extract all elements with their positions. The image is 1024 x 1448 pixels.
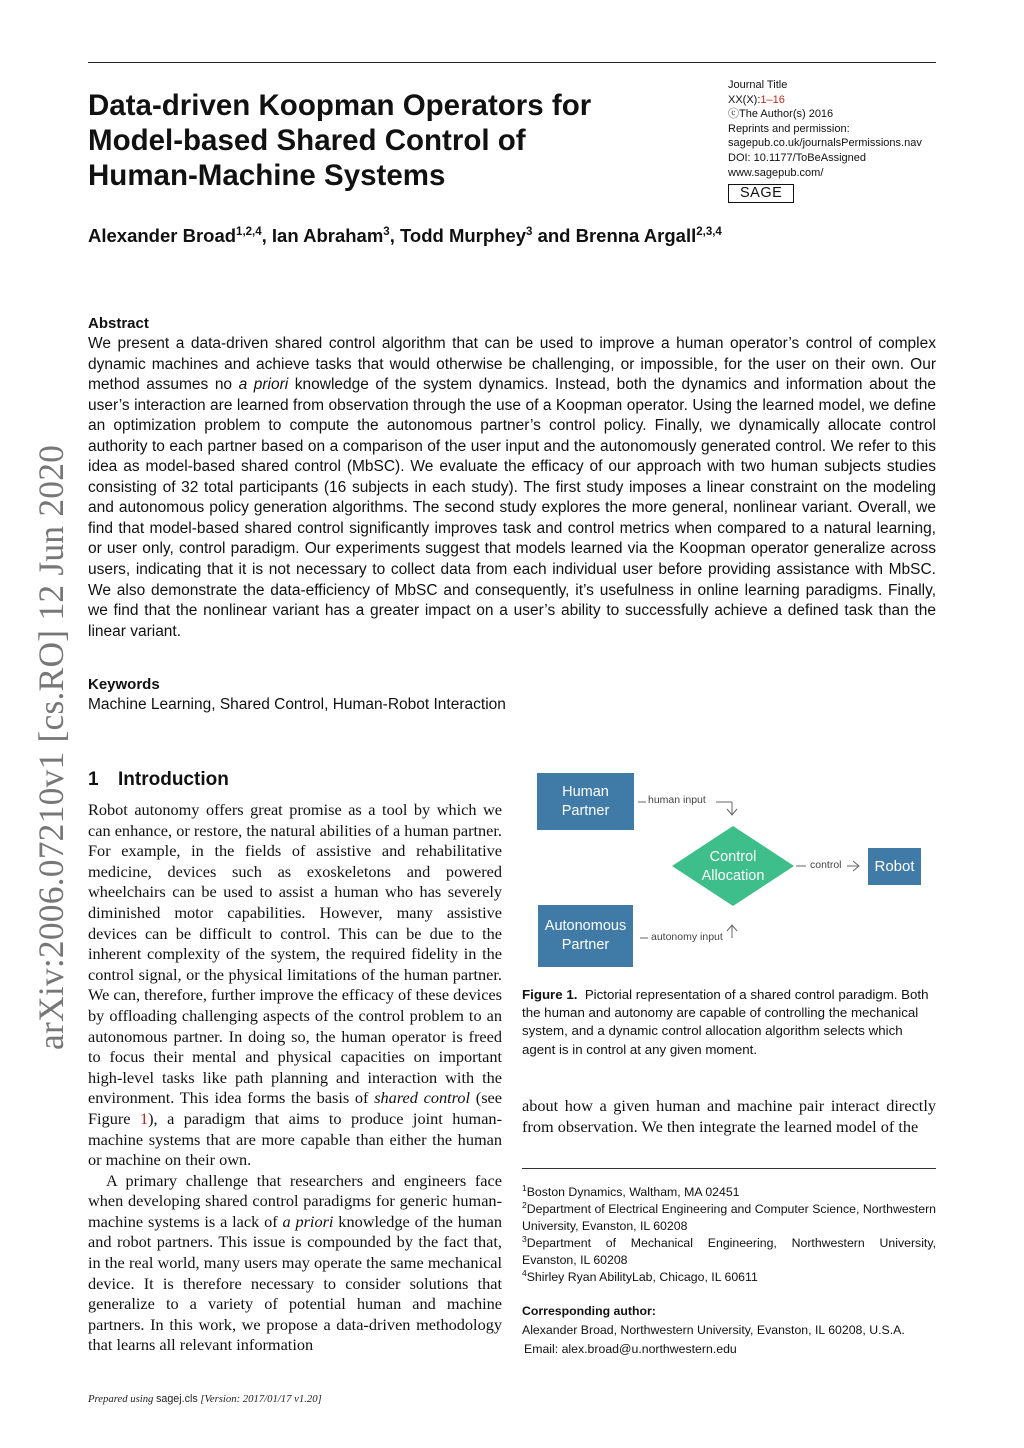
footnote-number: 1: [522, 1183, 527, 1193]
title-line: Data-driven Koopman Operators for: [88, 89, 592, 122]
arxiv-stamp: arXiv:2006.07210v1 [cs.RO] 12 Jun 2020: [31, 444, 71, 1050]
author-separator: and: [532, 225, 576, 246]
footnote: [522, 1201, 936, 1235]
journal-title: Journal Title: [728, 79, 788, 91]
footer-cls: sagej.cls: [156, 1393, 198, 1405]
paragraph-text: (see Figure: [88, 1088, 503, 1128]
abstract-heading: Abstract: [88, 315, 149, 332]
author-separator: ,: [389, 225, 400, 246]
website: www.sagepub.com/: [728, 166, 824, 179]
keywords-text: Machine Learning, Shared Control, Human-Robot Interaction: [88, 696, 506, 713]
paper-title: [88, 88, 688, 193]
corresponding-email: Email: alex.broad@u.northwestern.edu: [524, 1341, 737, 1356]
author-name: Ian Abraham: [271, 225, 384, 246]
sage-logo: SAGE: [728, 184, 794, 203]
node-label: Allocation: [701, 868, 765, 884]
prepared-using-footer: [88, 1393, 322, 1405]
title-line: Human-Machine Systems: [88, 159, 446, 192]
autonomous-partner-node: [538, 905, 633, 967]
control-allocation-label: [683, 848, 783, 886]
volume-prefix: XX(X):: [728, 93, 761, 106]
author-name: Brenna Argall: [575, 225, 697, 246]
abstract-text: We present a data-driven shared control algorithm that can be used to improve a human operator’s control of complex dynamic machines and achieve tasks that would otherwise be challenging, or impossible, for the user on their own. Our method assumes no: [88, 335, 936, 394]
author-name: Todd Murphey: [399, 225, 527, 246]
figure-caption: [522, 986, 936, 1059]
footnote-text: Boston Dynamics, Waltham, MA 02451: [526, 1185, 740, 1199]
author-separator: ,: [261, 225, 272, 246]
reprints: Reprints and permission:: [728, 122, 850, 135]
paragraph: [88, 1171, 502, 1356]
control-label: control: [810, 859, 842, 871]
doi: DOI: 10.1177/ToBeAssigned: [728, 151, 866, 164]
footnote-text: Department of Electrical Engineering and Computer Science, Northwestern University, Evanston, IL 60208: [522, 1202, 936, 1234]
author-affiliation: 3: [526, 226, 533, 238]
title-line: Model-based Shared Control of: [88, 124, 526, 157]
author-list: [88, 224, 888, 248]
affiliation-footnotes: [522, 1184, 936, 1287]
node-label: Control: [709, 849, 757, 865]
paragraph-text: ), a paradigm that aims to produce joint human-machine systems that are more capable than either the human or machine on their own.: [88, 1108, 502, 1170]
node-label: Autonomous: [544, 918, 627, 934]
footnote-number: 4: [522, 1268, 527, 1279]
node-label: Partner: [561, 802, 610, 819]
italic-term: a priori: [282, 1211, 334, 1231]
footnote-text: Shirley Ryan AbilityLab, Chicago, IL 60611: [526, 1270, 758, 1285]
intro-left-column: [88, 800, 502, 1356]
section-number: 1: [88, 769, 99, 790]
autonomy-input-label: autonomy input: [651, 931, 723, 943]
abstract-italic: a priori: [238, 376, 289, 394]
abstract-text: knowledge of the system dynamics. Instead, both the dynamics and information about the user’s interaction are learned from observation through the use of a Koopman operator. Using the learned model, we define an optimization problem to compute the autonomous partner’s control policy. Finally, we dynamically allocate control authority to each partner based on a comparison of the user input and the autonomously generated control. We refer to this idea as model-based shared control (MbSC). We evaluate the efficacy of our approach with two human subjects studies consisting of 32 total participants (16 subjects in each study). The first study imposes a linear constraint on the modeling and autonomous policy generation algorithms. The second study explores the more general, nonlinear variant. Overall, we find that model-based shared control significantly improves task and control metrics when compared to a natural learning, or user only, control paradigm. Our experiments suggest that models learned via the Koopman operator generalize across users, indicating that it is not necessary to collect data from each individual user before providing assistance with MbSC. We also demonstrate the data-efficiency of MbSC and consequently, it’s usefulness in online learning paradigms. Finally, we find that the nonlinear variant has a greater impact on a user’s ability to successfully achieve a defined task than the linear variant.: [88, 376, 936, 640]
top-rule: [88, 62, 936, 63]
author-name: Alexander Broad: [88, 225, 237, 246]
footnote-number: 2: [522, 1200, 527, 1211]
human-input-label: human input: [648, 794, 706, 806]
corresponding-heading: Corresponding author:: [522, 1304, 656, 1318]
section-title: Introduction: [118, 769, 229, 790]
human-partner-node: [537, 773, 634, 830]
italic-term: shared control: [374, 1088, 471, 1108]
author-affiliation: 2,3,4: [696, 226, 722, 238]
caption-text: Pictorial representation of a shared control paradigm. Both the human and autonomy are capable of controlling the mechanical system, and a dynamic control allocation algorithm selects which agent is in control at any given moment.: [522, 987, 929, 1057]
footnote-text: Department of Mechanical Engineering, Northwestern University, Evanston, IL 60208: [522, 1236, 936, 1268]
keywords-heading: Keywords: [88, 676, 160, 693]
figure-ref-link[interactable]: 1: [139, 1108, 149, 1128]
author-affiliation: 3: [383, 226, 390, 238]
corresponding-line: Alexander Broad, Northwestern University, Evanston, IL 60208, U.S.A.: [522, 1323, 905, 1337]
figure-1: [522, 768, 936, 978]
footer-version: [Version: 2017/01/17 v1.20]: [197, 1393, 322, 1405]
footnote: [522, 1269, 936, 1286]
journal-volume: [728, 93, 943, 108]
paragraph-text: knowledge of the human and robot partners. This issue is compounded by the fact that, in the real world, many users may operate the same mechanical device. It is therefore necessary to consider solutions that generalize to a variety of potential human and machine partners. In this work, we propose a data-driven methodology that learns all relevant information: [88, 1211, 503, 1355]
copyright: ⓒThe Author(s) 2016: [728, 108, 834, 121]
intro-right-column: about how a given human and machine pair interact directly from observation. We then integrate the learned model of the: [522, 1096, 936, 1136]
abstract-body: [88, 334, 936, 642]
corresponding-author: [522, 1321, 942, 1358]
node-label: Partner: [561, 937, 610, 953]
paragraph: [88, 800, 502, 1171]
permissions-url: sagepub.co.uk/journalsPermissions.nav: [728, 137, 922, 150]
page-range-link[interactable]: 1–16: [760, 93, 785, 106]
footnote-rule: [522, 1168, 936, 1169]
robot-node: [868, 848, 921, 885]
paragraph-text: A primary challenge that researchers and engineers face when developing shared control paradigms for generic human-machine systems is a lack of: [88, 1170, 502, 1231]
footnote-number: 3: [522, 1234, 527, 1245]
paragraph-text: Robot autonomy offers great promise as a tool by which we can enhance, or restore, the natural abilities of a human partner. For example, in the fields of assistive and rehabilitative medicine, devices such as exoskeletons and powered wheelchairs can be used to assist a human who has severely diminished motor capabilities. However, many assistive devices can be difficult to control. This can be due to the inherent complexity of the system, the required fidelity in the control signal, or the physical limitations of the human partner. We can, therefore, further improve the efficacy of these devices by offloading challenging aspects of the control problem to an autonomous partner. In doing so, the human operator is freed to focus their mental and physical capacities on important high-level tasks like path planning and interaction with the environment. This idea forms the basis of: [88, 800, 502, 1108]
node-label: Human: [562, 783, 609, 800]
caption-label: Figure 1.: [522, 987, 578, 1002]
footnote: [522, 1184, 936, 1201]
footer-text: Prepared using: [88, 1393, 157, 1405]
journal-info: [728, 78, 943, 203]
author-affiliation: 1,2,4: [236, 226, 262, 238]
node-label: Robot: [874, 858, 915, 875]
footnote: [522, 1235, 936, 1269]
section-heading: [88, 768, 229, 792]
